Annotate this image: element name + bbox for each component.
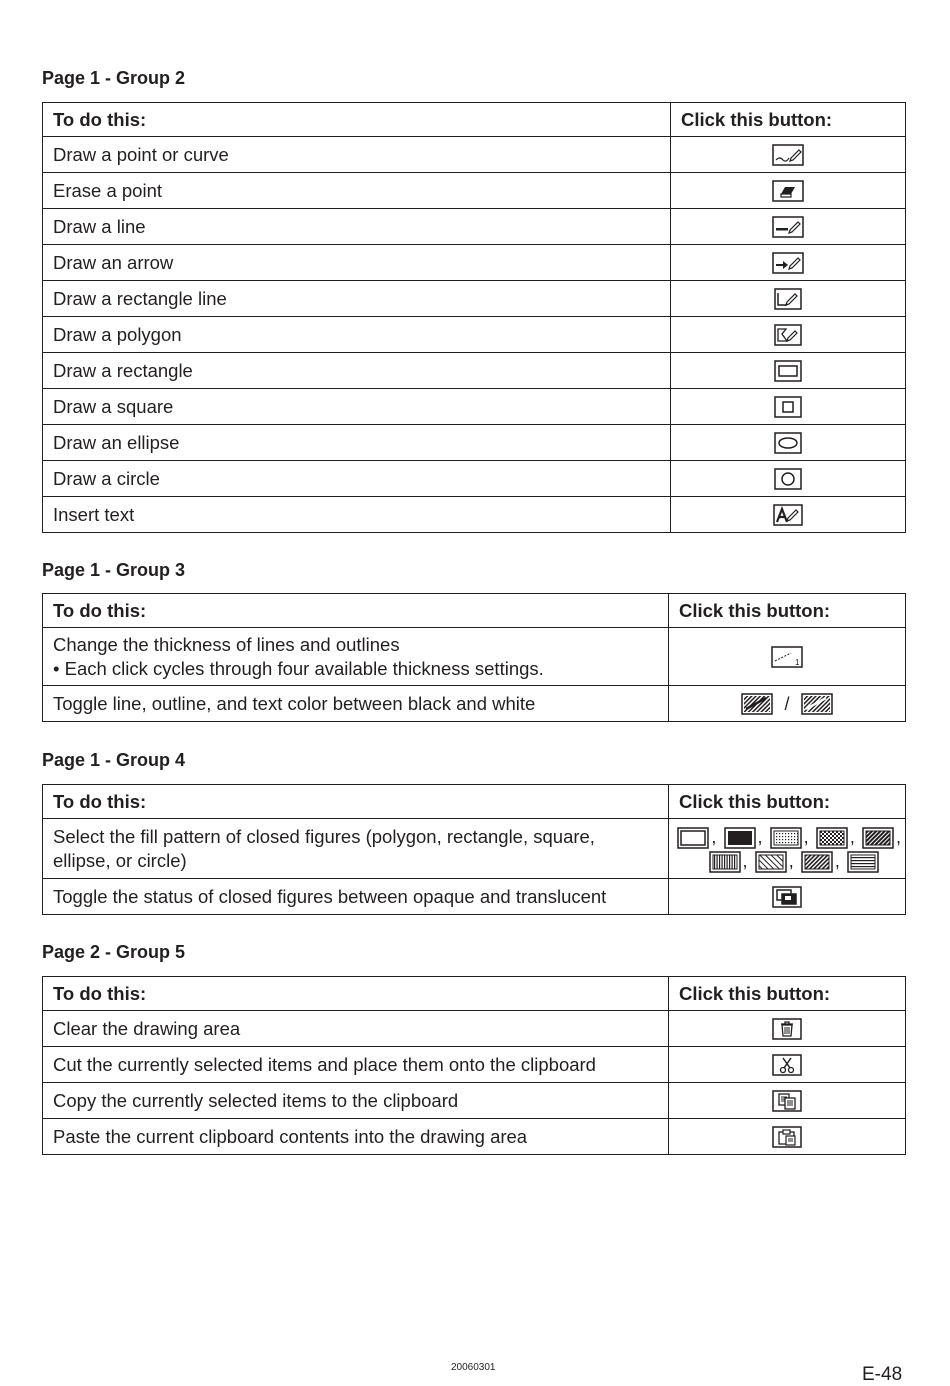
- fill-cross-diagonal-icon[interactable]: [801, 851, 833, 873]
- row-action-line: Select the fill pattern of closed figures (polygon, rectangle, square,: [53, 825, 595, 847]
- fill-pattern-row-2: [669, 849, 903, 873]
- table-row: [43, 497, 906, 533]
- header-button: Click this button:: [669, 977, 906, 1011]
- table-row: [43, 1047, 906, 1083]
- table-header-row: [43, 594, 906, 628]
- section-title: Page 1 - Group 2: [42, 68, 186, 88]
- pen-curve-icon[interactable]: [772, 144, 804, 166]
- svg-text:1: 1: [795, 658, 800, 668]
- pen-polygon-icon[interactable]: [774, 324, 802, 346]
- row-action: Erase a point: [43, 173, 671, 209]
- fill-none-icon[interactable]: [677, 827, 709, 849]
- row-action: Paste the current clipboard contents into the drawing area: [43, 1119, 669, 1155]
- trash-icon[interactable]: [772, 1018, 802, 1040]
- instruction-table: [42, 784, 906, 915]
- square-icon[interactable]: [774, 396, 802, 418]
- pen-line-icon[interactable]: [772, 216, 804, 238]
- row-action: Draw a square: [43, 389, 671, 425]
- table-row: [43, 686, 906, 722]
- header-action: To do this:: [43, 977, 669, 1011]
- table-row: [43, 461, 906, 497]
- table-header-row: [43, 103, 906, 137]
- table-row: [43, 137, 906, 173]
- eraser-icon[interactable]: [772, 180, 804, 202]
- row-action: [43, 819, 669, 879]
- header-button: Click this button:: [669, 594, 906, 628]
- comma: ,: [742, 850, 748, 871]
- table-row: [43, 1011, 906, 1047]
- separator: /: [784, 693, 790, 714]
- row-action: Draw a rectangle: [43, 353, 671, 389]
- row-action: Draw a rectangle line: [43, 281, 671, 317]
- table-row: [43, 389, 906, 425]
- row-action-line: ellipse, or circle): [53, 849, 187, 871]
- table-row: [43, 173, 906, 209]
- table-row: [43, 317, 906, 353]
- row-action: Cut the currently selected items and place them onto the clipboard: [43, 1047, 669, 1083]
- scissors-icon[interactable]: [772, 1054, 802, 1076]
- row-action: Draw a point or curve: [43, 137, 671, 173]
- table-row: [43, 425, 906, 461]
- page-number: E-48: [862, 1364, 903, 1385]
- table-row: [43, 1083, 906, 1119]
- pen-arrow-icon[interactable]: [772, 252, 804, 274]
- table-row: [43, 245, 906, 281]
- section-title: Page 1 - Group 3: [42, 560, 186, 580]
- fill-solid-icon[interactable]: [724, 827, 756, 849]
- comma: ,: [834, 850, 840, 871]
- table-row: [43, 879, 906, 915]
- fill-pattern-row-1: [669, 824, 903, 848]
- instruction-table: [42, 976, 906, 1155]
- table-row: [43, 353, 906, 389]
- fill-dots-icon[interactable]: [770, 827, 802, 849]
- row-action: Draw an ellipse: [43, 425, 671, 461]
- ellipse-icon[interactable]: [774, 432, 802, 454]
- row-action: Insert text: [43, 497, 671, 533]
- comma: ,: [803, 826, 809, 847]
- instruction-table: [42, 102, 906, 533]
- rectangle-icon[interactable]: [774, 360, 802, 382]
- section-group-4: [42, 748, 905, 914]
- color-white-icon[interactable]: [801, 693, 833, 715]
- row-action: [43, 628, 669, 686]
- header-button: Click this button:: [669, 785, 906, 819]
- comma: ,: [711, 826, 717, 847]
- section-group-3: [42, 558, 905, 722]
- row-action: Draw a line: [43, 209, 671, 245]
- row-action: Toggle line, outline, and text color between black and white: [43, 686, 669, 722]
- header-action: To do this:: [43, 785, 669, 819]
- row-action: Draw a circle: [43, 461, 671, 497]
- table-row: [43, 1119, 906, 1155]
- row-action: Clear the drawing area: [43, 1011, 669, 1047]
- table-row: [43, 209, 906, 245]
- fill-dense-hatch-icon[interactable]: [862, 827, 894, 849]
- section-group-5: [42, 940, 905, 1154]
- section-title: Page 1 - Group 4: [42, 750, 186, 770]
- section-title: Page 2 - Group 5: [42, 942, 186, 962]
- fill-diagonal-icon[interactable]: [755, 851, 787, 873]
- row-action: Draw a polygon: [43, 317, 671, 353]
- comma: ,: [895, 826, 901, 847]
- table-row: [43, 819, 906, 879]
- copy-icon[interactable]: [772, 1090, 802, 1112]
- instruction-table: [42, 593, 906, 722]
- table-header-row: [43, 785, 906, 819]
- text-pen-icon[interactable]: [773, 504, 803, 526]
- fill-checker-icon[interactable]: [816, 827, 848, 849]
- table-header-row: [43, 977, 906, 1011]
- table-row: [43, 281, 906, 317]
- fill-horizontal-lines-icon[interactable]: [847, 851, 879, 873]
- comma: ,: [788, 850, 794, 871]
- opacity-toggle-icon[interactable]: [772, 886, 802, 908]
- row-action: Copy the currently selected items to the clipboard: [43, 1083, 669, 1119]
- pen-rectangle-line-icon[interactable]: [774, 288, 802, 310]
- section-group-2: [42, 66, 905, 532]
- row-action-note: • Each click cycles through four available thickness settings.: [53, 657, 544, 679]
- circle-icon[interactable]: [774, 468, 802, 490]
- table-row: [43, 628, 906, 686]
- comma: ,: [849, 826, 855, 847]
- paste-icon[interactable]: [772, 1126, 802, 1148]
- row-action: Toggle the status of closed figures between opaque and translucent: [43, 879, 669, 915]
- fill-vertical-lines-icon[interactable]: [709, 851, 741, 873]
- row-action-line: Change the thickness of lines and outlines: [53, 633, 400, 655]
- header-button: Click this button:: [671, 103, 906, 137]
- document-code: 20060301: [451, 1362, 496, 1373]
- row-action: Draw an arrow: [43, 245, 671, 281]
- color-black-icon[interactable]: [741, 693, 773, 715]
- comma: ,: [757, 826, 763, 847]
- header-action: To do this:: [43, 103, 671, 137]
- line-thickness-icon[interactable]: [771, 646, 803, 668]
- header-action: To do this:: [43, 594, 669, 628]
